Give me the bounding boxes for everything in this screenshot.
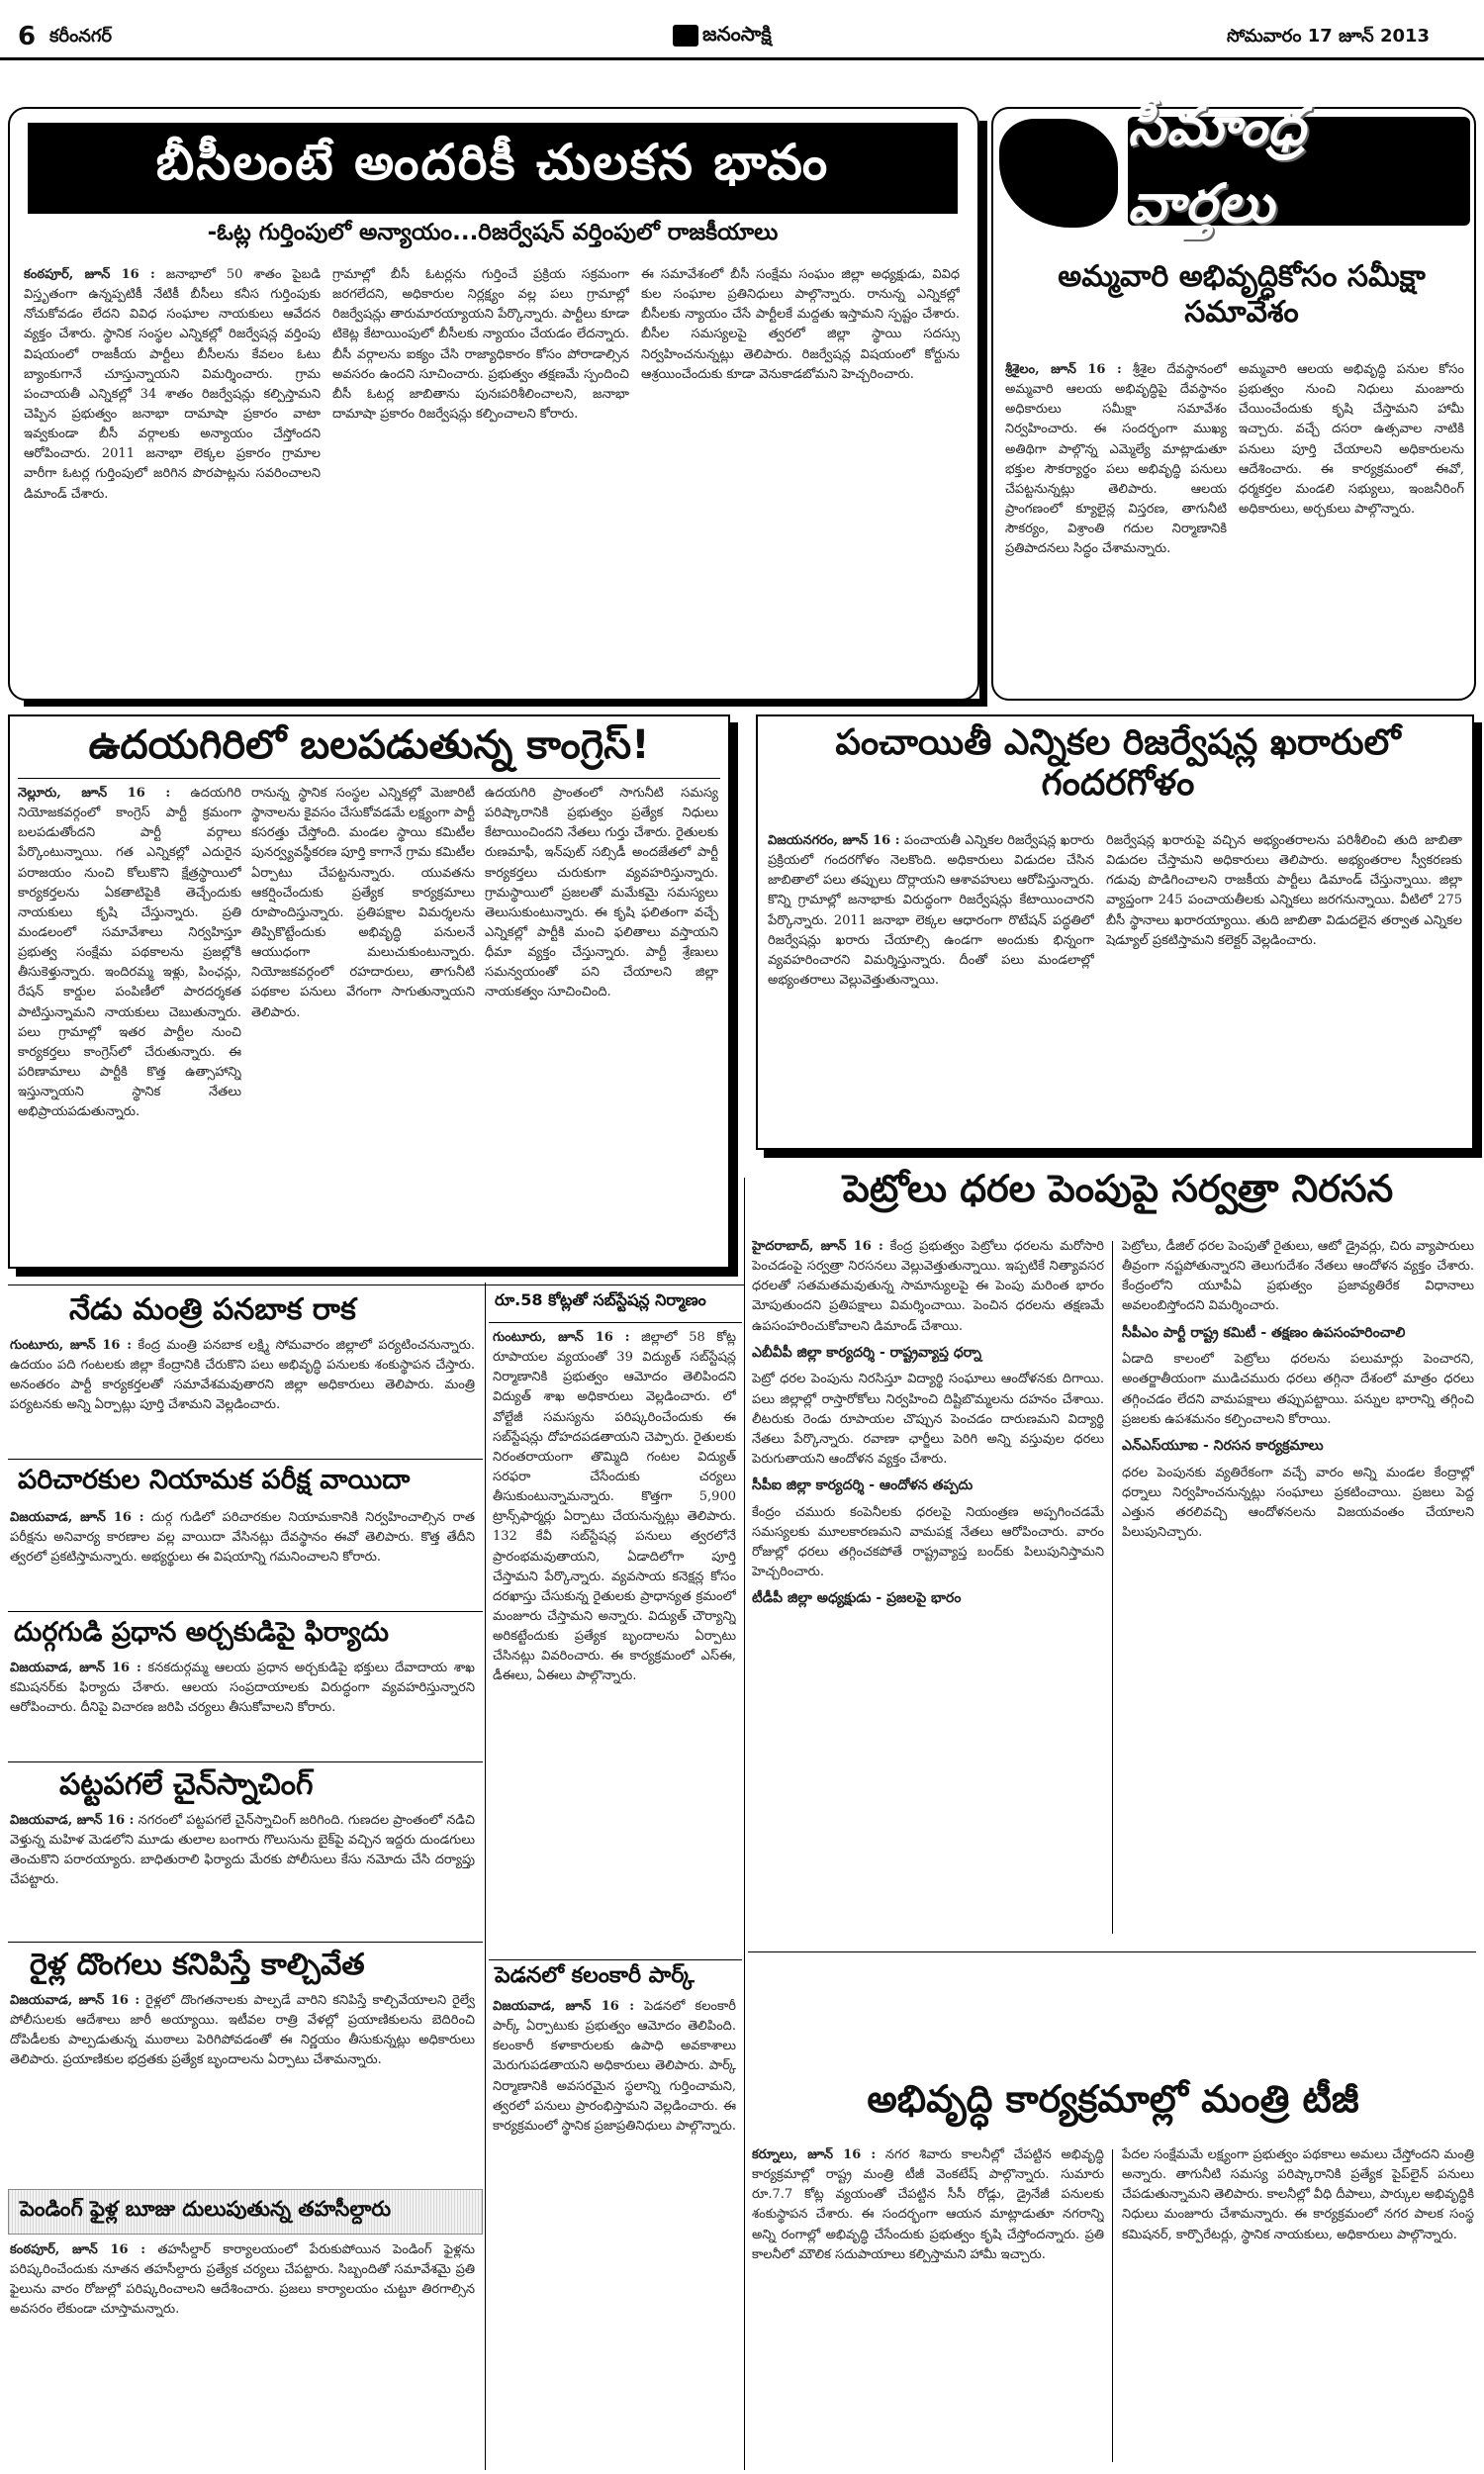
files-text bbox=[10, 2240, 475, 2458]
logo-mark-icon bbox=[673, 25, 698, 47]
paricharaka-headline: పరిచారకుల నియామక పరీక్ష వాయిదా bbox=[18, 1465, 411, 1495]
chainsnatching-dateline: విజయవాడ, జూన్ 16 : bbox=[10, 1813, 135, 1828]
udayagiri-col-3: ఉదయగిరి ప్రాంతంలో సాగునీటి సమస్య పరిష్కారానికి ప్రభుత్వం ప్రత్యేక నిధులు కేటాయించిందని నేతలు గుర్తు చేశారు. రైతులకు రుణమాఫీ, ఇన్‌పుట్ సబ్సిడీ అందజేతలో పార్టీ కార్యకర్తలు చురుకుగా వ్యవహరిస్తున్నారు. గ్రామస్థాయిలో ప్రజలతో మమేకమై సమస్యలు తెలుసుకుంటున్నారు. ఈ కృషి ఫలితంగా వచ్చే ఎన్నికల్లో పార్టీకి మంచి ఫలితాలు వస్తాయని ధీమా వ్యక్తం చేస్తున్నారు. పార్టీ శ్రేణులు సమన్వయంతో పని చేయాలని జిల్లా నాయకత్వం సూచించింది. bbox=[485, 786, 718, 1000]
panabaka-text bbox=[10, 1336, 475, 1455]
railway-headline: రైళ్ల దొంగలు కనిపిస్తే కాల్చివేత bbox=[30, 1948, 365, 1982]
udayagiri-col-1 bbox=[18, 784, 241, 1259]
udayagiri-rule bbox=[18, 778, 720, 779]
kalamkari-body: పెడనలో కలంకారీ పార్క్ ఏర్పాటుకు ప్రభుత్వం ఆమోదం తెలిపింది. కలంకారీ కళాకారులకు ఉపాధి అవకాశాలు మెరుగుపడతాయని అధికారులు తెలిపారు. పార్క్ నిర్మాణానికి అవసరమైన స్థలాన్ని గుర్తించామని, త్వరలో పనులు ప్రారంభిస్తామని వెల్లడించారు. ఈ కార్యక్రమంలో స్థానిక ప్రజాప్రతినిధులు పాల్గొన్నారు. bbox=[493, 1999, 736, 2134]
durgagudi-headline: దుర్గగుడి ప్రధాన అర్చకుడిపై ఫిర్యాదు bbox=[14, 1617, 389, 1648]
kalamkari-dateline: విజయవాడ, జూన్ 16 : bbox=[493, 1999, 635, 2014]
panchayat-shadow-bottom bbox=[764, 1150, 1482, 1158]
story-bc-shadow-bottom bbox=[24, 699, 987, 707]
durgagudi-body: కనకదుర్గమ్మ ఆలయ ప్రధాన అర్చకుడిపై భక్తులు దేవాదాయ శాఖ కమిషనర్‌కు ఫిర్యాదు చేశారు. ఆలయ సంప్రదాయాలకు విరుద్ధంగా వ్యవహరిస్తున్నారని ఆరోపించారు. దీనిపై విచారణ జరిపి చర్యలు తీసుకోవాలని కోరారు. bbox=[10, 1661, 475, 1716]
tg-body-1: నగర శివారు కాలనీల్లో చేపట్టిన అభివృద్ధి కార్యక్రమాల్లో రాష్ట్ర మంత్రి టీజీ వెంకటేష్ పాల్గొన్నారు. సుమారు రూ.7.7 కోట్ల వ్యయంతో చేపట్టిన సీసీ రోడ్లు, డ్రైనేజీ పనులకు శంకుస్థాపన చేశారు. ఈ సందర్భంగా ఆయన మాట్లాడుతూ నగరాన్ని అన్ని రంగాల్లో అభివృద్ధి చేసేందుకు ప్రభుత్వం కృషి చేస్తోందన్నారు. ప్రతి కాలనీలో మౌలిక సదుపాయాలు కల్పిస్తామని హామీ ఇచ్చారు. bbox=[752, 2147, 1104, 2262]
durgagudi-rule bbox=[8, 1761, 483, 1762]
seemandhra-col-2: అమ్మవారి ఆలయ అభివృద్ధి పనుల కోసం ప్రభుత్వం నుంచి నిధులు మంజూరు చేయించేందుకు కృషి చేస్తామని హామీ ఇచ్చారు. వచ్చే దసరా ఉత్సవాల నాటికి పనులు పూర్తి చేయాలని అధికారులను ఆదేశించారు. ఈ కార్యక్రమంలో ఈవో, ధర్మకర్తల మండలి సభ్యులు, ఇంజనీరింగ్ అధికారులు, అర్చకులు పాల్గొన్నారు. bbox=[1239, 362, 1464, 517]
kalamkari-headline: పెడనలో కలంకారీ పార్క్ bbox=[495, 1963, 695, 1988]
tg-dateline: కర్నూలు, జూన్ 16 : bbox=[752, 2147, 877, 2162]
panchayat-col-1 bbox=[768, 831, 1094, 1140]
story-bc-dateline: కంఠపూర్, జూన్ 16 : bbox=[24, 267, 155, 282]
paricharaka-dateline: విజయవాడ, జూన్ 16 : bbox=[10, 1510, 144, 1525]
left-col-divider bbox=[485, 1283, 486, 2470]
sabstation-rule bbox=[489, 1322, 742, 1323]
railway-body: రైళ్లలో దొంగతనాలకు పాల్పడే వారిని కనిపిస్తే కాల్చివేయాలని రైల్వే పోలీసులకు ఆదేశాలు జారీ అయ్యాయి. ఇటీవల రాత్రి వేళల్లో ప్రయాణికులను బెదిరించి దోపిడీలకు పాల్పడుతున్న ముఠాలు పెరిగిపోవడంతో ఈ నిర్ణయం తీసుకున్నట్లు అధికారులు తెలిపారు. ప్రయాణికుల భద్రతకు ప్రత్యేక బృందాలను ఏర్పాటు చేశామన్నారు. bbox=[10, 1993, 475, 2068]
petrol-col-1 bbox=[752, 1237, 1104, 1940]
section-name: కరీంనగర్ bbox=[49, 26, 112, 47]
petrol-dateline: హైదరాబాద్, జూన్ 16 : bbox=[752, 1239, 883, 1254]
udayagiri-col-2: రానున్న స్థానిక సంస్థల ఎన్నికల్లో మెజారిటీ స్థానాలను కైవసం చేసుకోవడమే లక్ష్యంగా పార్టీ కసరత్తు చేస్తోంది. మండల స్థాయి కమిటీల పునర్వ్యవస్థీకరణ పూర్తి కాగానే గ్రామ కమిటీల ఏర్పాటు చేపట్టనున్నారు. యువతను ఆకర్షించేందుకు ప్రత్యేక కార్యక్రమాలు రూపొందిస్తున్నారు. ప్రతిపక్షాల విమర్శలను తిప్పికొట్టేందుకు అభివృద్ధి పనులనే ఆయుధంగా మలుచుకుంటున్నారు. నియోజకవర్గంలో రహదారులు, తాగునీటి పథకాల పనులు వేగంగా సాగుతున్నాయని తెలిపారు. bbox=[251, 786, 475, 1020]
panchayat-body-1: పంచాయతీ ఎన్నికల రిజర్వేషన్ల ఖరారు ప్రక్రియలో గందరగోళం నెలకొంది. అధికారులు విడుదల చేసిన జాబితాలో పలు తప్పులు దొర్లాయని ఆశావహులు ఆరోపిస్తున్నారు. కొన్ని గ్రామాల్లో జనాభాకు విరుద్ధంగా రిజర్వేషన్లు కేటాయించారని పేర్కొన్నారు. 2011 జనాభా లెక్కల ఆధారంగా రొటేషన్ పద్ధతిలో రిజర్వేషన్లు ఖరారు చేయాల్సి ఉండగా అందుకు భిన్నంగా వ్యవహరించారని విమర్శిస్తున్నారు. దీంతో పలు మండలాల్లో అభ్యంతరాలు వెల్లువెత్తుతున్నాయి. bbox=[768, 833, 1094, 988]
panabaka-body: కేంద్ర మంత్రి పనబాక లక్ష్మి సోమవారం జిల్లాలో పర్యటించనున్నారు. ఉదయం పది గంటలకు జిల్లా కేంద్రానికి చేరుకొని పలు అభివృద్ధి పనులకు శంకుస్థాపన చేస్తారు. అనంతరం పార్టీ కార్యకర్తలతో సమావేశమవుతారని జిల్లా అధికారులు తెలిపారు. మంత్రి పర్యటనకు అన్ని ఏర్పాట్లు పూర్తి చేశామని వెల్లడించారు. bbox=[10, 1338, 475, 1413]
masthead bbox=[0, 0, 1484, 59]
chainsnatching-rule bbox=[8, 1942, 483, 1943]
durgagudi-dateline: విజయవాడ, జూన్ 16 : bbox=[10, 1661, 141, 1675]
seemandhra-banner: సీమాంధ్ర వార్తలు bbox=[1128, 117, 1470, 226]
sabstation-dateline: గుంటూరు, జూన్ 16 : bbox=[493, 1330, 630, 1345]
panabaka-rule bbox=[8, 1459, 483, 1460]
petrol-sub-3: టీడీపీ జిల్లా అధ్యక్షుడు - ప్రజలపై భారం bbox=[752, 1590, 962, 1607]
petrol-body-2c: ధరల పెంపునకు వ్యతిరేకంగా వచ్చే వారం అన్ని మండల కేంద్రాల్లో ధర్నాలు నిర్వహించనున్నట్లు సంఘాలు ప్రకటించాయి. ప్రజలు పెద్ద ఎత్తున తరలివచ్చి ఆందోళనలను విజయవంతం చేయాలని పిలుపునిచ్చారు. bbox=[1122, 1465, 1474, 1540]
sabstation-headline: రూ.58 కోట్లతో సబ్‌స్టేషన్ల నిర్మాణం bbox=[495, 1290, 706, 1309]
paper-logo bbox=[673, 20, 831, 51]
tg-col-2: పేదల సంక్షేమమే లక్ష్యంగా ప్రభుత్వం పథకాలు అమలు చేస్తోందని మంత్రి అన్నారు. తాగునీటి సమస్య పరిష్కారానికి ప్రత్యేక పైప్‌లైన్ పనులు చేపడుతున్నామని తెలిపారు. కాలనీల్లో వీధి దీపాలు, పార్కుల అభివృద్ధికి నిధులు మంజూరు చేశామన్నారు. ఈ కార్యక్రమంలో నగర పాలక సంస్థ కమిషనర్, కార్పొరేటర్లు, స్థానిక నాయకులు, అధికారులు పాల్గొన్నారు. bbox=[1122, 2147, 1474, 2242]
story-bc-headline: బీసీలంటే అందరికీ చులకన భావం bbox=[28, 123, 958, 214]
railway-text bbox=[10, 1991, 475, 2179]
udayagiri-headline: ఉదయగిరిలో బలపడుతున్న కాంగ్రెస్! bbox=[88, 722, 650, 768]
petrol-body-1c: కేంద్రం చమురు కంపెనీలకు ధరలపై నియంత్రణ అప్పగించడమే సమస్యలకు మూలకారణమని వామపక్ష నేతలు ఆరోపించారు. వారం రోజుల్లో ధరలు తగ్గించకపోతే రాష్ట్రవ్యాప్త బంద్‌కు పిలుపునిస్తామని హెచ్చరించారు. bbox=[752, 1504, 1104, 1580]
tg-headline: అభివృద్ధి కార్యక్రమాల్లో మంత్రి టీజీ bbox=[867, 2077, 1359, 2121]
paper-name: జనంసాక్షి bbox=[702, 21, 772, 46]
masthead-rule bbox=[0, 57, 1484, 61]
seemandhra-dateline: శ్రీశైలం, జూన్ 16 : bbox=[1005, 362, 1122, 377]
panchayat-headline: పంచాయితీ ఎన్నికల రిజర్వేషన్ల ఖరారులో గందరగోళం bbox=[835, 722, 1401, 805]
petrol-sub-2: సీపీఐ జిల్లా కార్యదర్శి - ఆందోళన తప్పదు bbox=[752, 1477, 974, 1494]
petrol-body-2b: ఏడాది కాలంలో పెట్రోలు ధరలను పలుమార్లు పెంచారని, అంతర్జాతీయంగా ముడిచమురు ధరలు తగ్గినా దేశంలో మాత్రం ధరలు తగ్గించడం లేదని వామపక్షాలు తప్పుపట్టాయి. పన్నుల భారాన్ని తగ్గించి ప్రజలకు ఉపశమనం కల్పించాలని కోరాయి. bbox=[1122, 1352, 1474, 1427]
story-bc-subheadline: -ఓట్ల గుర్తింపులో అన్యాయం...రిజర్వేషన్ వర్తింపులో రాజకీయాలు bbox=[207, 220, 779, 245]
petrol-headline: పెట్రోలు ధరల పెంపుపై సర్వత్రా నిరసన bbox=[842, 1167, 1394, 1210]
sabstation-text bbox=[493, 1328, 736, 1951]
tg-col-divider bbox=[1112, 2149, 1113, 2462]
paricharaka-text bbox=[10, 1508, 475, 1607]
panchayat-dateline: విజయనగరం, జూన్ 16 : bbox=[768, 833, 900, 848]
chainsnatching-headline: పట్టపగలే చైన్‌స్నాచింగ్ bbox=[59, 1767, 314, 1802]
panabaka-dateline: గుంటూరు, జూన్ 16 : bbox=[10, 1338, 133, 1353]
files-body: తహసీల్దార్ కార్యాలయంలో పేరుకుపోయిన పెండింగ్ ఫైళ్లను పరిష్కరించేందుకు నూతన తహసీల్దారు ప్రత్యేక చర్యలు చేపట్టారు. సిబ్బందితో సమావేశమై ప్రతి ఫైలును వారం రోజుల్లో పరిష్కరించాలని ఆదేశించారు. ప్రజలు కార్యాలయం చుట్టూ తిరగాల్సిన అవసరం లేకుండా చూస్తామన్నారు. bbox=[10, 2242, 475, 2318]
story-bc-shadow-right bbox=[979, 121, 987, 707]
petrol-body-2: పెట్రోలు, డీజిల్ ధరల పెంపుతో రైతులు, ఆటో డ్రైవర్లు, చిరు వ్యాపారులు తీవ్రంగా నష్టపోతున్నారని తెలుగుదేశం నేతలు ఆందోళన వ్యక్తం చేశారు. కేంద్రంలోని యూపీఏ ప్రభుత్వం ప్రజావ్యతిరేక విధానాలు అవలంబిస్తోందని విమర్శించారు. bbox=[1122, 1239, 1474, 1314]
petrol-body-1: కేంద్ర ప్రభుత్వం పెట్రోలు ధరలను మరోసారి పెంచడంపై సర్వత్రా నిరసనలు వెల్లువెత్తుతున్నాయి. ఇప్పటికే నిత్యావసర ధరలతో సతమతమవుతున్న సామాన్యులపై ఈ పెంపు మరింత భారం మోపుతుందని ప్రతిపక్షాలు విమర్శించాయి. పెంచిన ధరలను తక్షణమే ఉపసంహరించుకోవాలని డిమాండ్ చేశాయి. bbox=[752, 1239, 1104, 1334]
story-bc-body-1: జనాభాలో 50 శాతం పైబడి విస్తృతంగా ఉన్నప్పటికీ నేటికీ బీసీలు కనీస గుర్తింపుకు నోచుకోవడం లేదని వివిధ సంఘాల నాయకులు ఆవేదన వ్యక్తం చేశారు. స్థానిక సంస్థల ఎన్నికల్లో రిజర్వేషన్ల వర్తింపు విషయంలో రాజకీయ పార్టీలు బీసీలను కేవలం ఓటు బ్యాంకుగానే చూస్తున్నాయని విమర్శించారు. గ్రామ పంచాయతీ ఎన్నికల్లో 34 శాతం రిజర్వేషన్లు కల్పిస్తామని చెప్పిన ప్రభుత్వం జనాభా దామాషా ప్రకారం వాటా ఇవ్వకుండా బీసీ వర్గాలకు అన్యాయం చేస్తోందని ఆరోపించారు. 2011 జనాభా లెక్కల ప్రకారం గ్రామాల వారీగా ఓటర్ల గుర్తింపులో జరిగిన పొరపాట్లను సవరించాలని డిమాండ్ చేశారు. bbox=[24, 267, 321, 502]
seemandhra-col-1 bbox=[1005, 360, 1227, 693]
mid-col-divider bbox=[744, 1178, 745, 2470]
panchayat-shadow-right bbox=[1474, 722, 1482, 1158]
paricharaka-body: దుర్గ గుడిలో పరిచారకుల నియామకానికి నిర్వహించాల్సిన రాత పరీక్షను అనివార్య కారణాల వల్ల వాయిదా వేసినట్లు దేవస్థానం ఈవో తెలిపారు. కొత్త తేదీని త్వరలో ప్రకటిస్తామన్నారు. అభ్యర్థులు ఈ విషయాన్ని గమనించాలని కోరారు. bbox=[10, 1510, 475, 1566]
petrol-col-2 bbox=[1122, 1237, 1474, 1940]
petrol-sub-1: ఎబీవీపీ జిల్లా కార్యదర్శి - రాష్ట్రవ్యాప్త ధర్నా bbox=[752, 1344, 982, 1361]
kalamkari-text bbox=[493, 1997, 736, 2462]
tg-top-rule bbox=[748, 1951, 1476, 1952]
story-bc-col-3: ఈ సమావేశంలో బీసీ సంక్షేమ సంఘం జిల్లా అధ్యక్షుడు, వివిధ కుల సంఘాల ప్రతినిధులు పాల్గొన్నారు. రానున్న ఎన్నికల్లో బీసీలకు న్యాయం చేసే పార్టీలకే మద్దతు ఇస్తామని స్పష్టం చేశారు. బీసీల సమస్యలపై త్వరలో జిల్లా స్థాయి సదస్సు నిర్వహించనున్నట్లు తెలిపారు. రిజర్వేషన్ల విషయంలో కోర్టును ఆశ్రయించేందుకు కూడా వెనుకాడబోమని హెచ్చరించారు. bbox=[641, 267, 960, 382]
petrol-sub-5: ఎన్‌ఎస్‌యూఐ - నిరసన కార్యక్రమాలు bbox=[1122, 1437, 1324, 1454]
page-number: 6 bbox=[18, 22, 37, 51]
petrol-body-1b: పెట్రో ధరల పెంపును నిరసిస్తూ విద్యార్థి సంఘాలు ఆందోళనకు దిగాయి. పలు జిల్లాల్లో రాస్తారోకోలు నిర్వహించి దిష్టిబొమ్మలను దహనం చేశాయి. లీటరుకు రెండు రూపాయల చొప్పున పెంచడం దారుణమని విద్యార్థి నేతలు పేర్కొన్నారు. రవాణా ఛార్జీలు పెరిగి అన్ని వస్తువుల ధరలు పెరుగుతాయని ఆందోళన వ్యక్తం చేశారు. bbox=[752, 1372, 1104, 1467]
tg-col-1 bbox=[752, 2145, 1104, 2462]
railway-dateline: విజయవాడ, జూన్ 16 : bbox=[10, 1993, 140, 2008]
paricharaka-rule bbox=[8, 1611, 483, 1612]
files-dateline: కంఠపూర్, జూన్ 16 : bbox=[10, 2242, 146, 2257]
files-headline: పెండింగ్ ఫైళ్ల బూజు దులుపుతున్న తహసీల్దారు bbox=[20, 2197, 392, 2221]
story-bc-col-1 bbox=[24, 265, 321, 691]
sabstation-body: జిల్లాలో 58 కోట్ల రూపాయల వ్యయంతో 39 విద్యుత్ సబ్‌స్టేషన్ల నిర్మాణానికి ప్రభుత్వం ఆమోదం తెలిపిందని విద్యుత్ శాఖ అధికారులు వెల్లడించారు. లో వోల్టేజీ సమస్యను పరిష్కరించేందుకు ఈ సబ్‌స్టేషన్లు దోహదపడతాయని చెప్పారు. రైతులకు నిరంతరాయంగా తొమ్మిది గంటల విద్యుత్ సరఫరా చేసేందుకు చర్యలు తీసుకుంటున్నామన్నారు. కొత్తగా 5,900 ట్రాన్స్‌ఫార్మర్లు ఏర్పాటు చేయనున్నట్లు తెలిపారు. 132 కేవీ సబ్‌స్టేషన్ల పనులు త్వరలోనే ప్రారంభమవుతాయని, ఏడాదిలోగా పూర్తి చేస్తామని పేర్కొన్నారు. వ్యవసాయ కనెక్షన్ల కోసం దరఖాస్తు చేసుకున్న రైతులకు ప్రాధాన్యత క్రమంలో మంజూరు చేస్తామని అన్నారు. విద్యుత్ చౌర్యాన్ని అరికట్టేందుకు ప్రత్యేక బృందాలను ఏర్పాటు చేసినట్లు వివరించారు. ఈ కార్యక్రమంలో ఎస్‌ఈ, డీఈలు, ఏఈలు పాల్గొన్నారు. bbox=[493, 1330, 736, 1684]
chainsnatching-body: నగరంలో పట్టపగలే చైన్‌స్నాచింగ్ జరిగింది. గుణదల ప్రాంతంలో నడిచి వెళ్తున్న మహిళ మెడలోని మూడు తులాల బంగారు గొలుసును బైక్‌పై వచ్చిన ఇద్దరు దుండగులు తెంచుకొని పరారయ్యారు. బాధితురాలి ఫిర్యాదు మేరకు పోలీసులు కేసు నమోదు చేసి దర్యాప్తు చేపట్టారు. bbox=[10, 1813, 475, 1888]
panchayat-col-2: రిజర్వేషన్ల ఖరారుపై వచ్చిన అభ్యంతరాలను పరిశీలించి తుది జాబితా విడుదల చేస్తామని అధికారులు తెలిపారు. అభ్యంతరాల స్వీకరణకు గడువు పొడిగించాలని రాజకీయ పార్టీలు డిమాండ్ చేస్తున్నాయి. జిల్లా వ్యాప్తంగా 245 పంచాయతీలకు ఎన్నికలు జరగనున్నాయి. వీటిలో 275 బీసీ స్థానాలు ఖరారయ్యాయి. తుది జాబితా విడుదలైన తర్వాత ఎన్నికల షెడ్యూల్ ప్రకటిస్తామని కలెక్టర్ వెల్లడించారు. bbox=[1106, 833, 1462, 948]
issue-date: సోమవారం 17 జూన్ 2013 bbox=[1227, 26, 1431, 47]
durgagudi-text bbox=[10, 1659, 475, 1758]
udayagiri-shadow-bottom bbox=[16, 1269, 738, 1277]
seemandhra-headline: అమ్మవారి అభివృద్ధికోసం సమీక్షా సమావేశం bbox=[1058, 259, 1426, 330]
kalamkari-rule bbox=[489, 1959, 742, 1960]
chainsnatching-text bbox=[10, 1811, 475, 1938]
story-bc-col-2: గ్రామాల్లో బీసీ ఓటర్లను గుర్తించే ప్రక్రియ సక్రమంగా జరగలేదని, అధికారుల నిర్లక్ష్యం వల్ల పలు గ్రామాల్లో రిజర్వేషన్లు తారుమారయ్యాయని పేర్కొన్నారు. పార్టీలు కూడా టికెట్ల కేటాయింపులో బీసీలకు న్యాయం చేయడం లేదన్నారు. బీసీ వర్గాలను ఐక్యం చేసి రాజ్యాధికారం కోసం పోరాడాల్సిన అవసరం ఉందని సూచించారు. ప్రభుత్వం తక్షణమే స్పందించి బీసీ ఓటర్ల జాబితాను పునఃపరిశీలించాలని, జనాభా దామాషా ప్రకారం రిజర్వేషన్లు కల్పించాలని కోరారు. bbox=[332, 267, 629, 422]
panabaka-headline: నేడు మంత్రి పనబాక రాక bbox=[69, 1292, 356, 1327]
petrol-col-divider bbox=[1112, 1241, 1113, 1934]
udayagiri-body-1: ఉదయగిరి నియోజకవర్గంలో కాంగ్రెస్ పార్టీ క్రమంగా బలపడుతోందని పార్టీ వర్గాలు పేర్కొంటున్నాయి. గత ఎన్నికల్లో ఎదురైన పరాజయం నుంచి కోలుకొని క్షేత్రస్థాయిలో కార్యకర్తలను ఏకతాటిపైకి తెచ్చేందుకు నాయకులు కృషి చేస్తున్నారు. ప్రతి మండలంలో సమావేశాలు నిర్వహిస్తూ ప్రభుత్వ సంక్షేమ పథకాలను ప్రజల్లోకి తీసుకెళ్తున్నారు. ఇందిరమ్మ ఇళ్లు, పింఛన్లు, రేషన్ కార్డుల పంపిణీలో పారదర్శకత పాటిస్తున్నామని నాయకులు చెబుతున్నారు. పలు గ్రామాల్లో ఇతర పార్టీల నుంచి కార్యకర్తలు కాంగ్రెస్‌లో చేరుతున్నారు. ఈ పరిణామాలు పార్టీకి కొత్త ఉత్సాహాన్ని ఇస్తున్నాయని స్థానిక నేతలు అభిప్రాయపడుతున్నారు. bbox=[18, 786, 241, 1120]
petrol-sub-4: సీపీఎం పార్టీ రాష్ట్ర కమిటీ - తక్షణం ఉపసంహరించాలి bbox=[1122, 1324, 1406, 1341]
udayagiri-shadow-right bbox=[730, 722, 738, 1277]
udayagiri-dateline: నెల్లూరు, జూన్ 16 : bbox=[18, 786, 171, 801]
seemandhra-body-1: శ్రీశైల దేవస్థానంలో అమ్మవారి ఆలయ అభివృద్ధిపై దేవస్థానం అధికారులు సమీక్షా సమావేశం నిర్వహించారు. ఈ సందర్భంగా ముఖ్య అతిథిగా పాల్గొన్న ఎమ్మెల్యే మాట్లాడుతూ భక్తుల సౌకర్యార్థం పలు అభివృద్ధి పనులు చేపట్టనున్నట్లు తెలిపారు. ఆలయ ప్రాంగణంలో క్యూలైన్ల విస్తరణ, తాగునీటి సౌకర్యం, విశ్రాంతి గదుల నిర్మాణానికి ప్రతిపాదనలు సిద్ధం చేశామన్నారు. bbox=[1005, 362, 1227, 557]
